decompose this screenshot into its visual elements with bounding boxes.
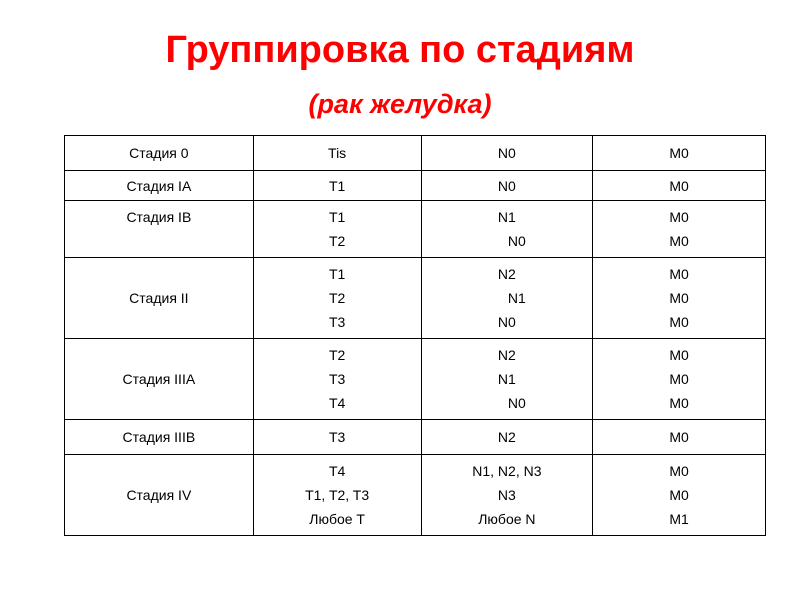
t-value: T1	[328, 266, 346, 282]
t-value: T3	[328, 429, 346, 445]
m-cell	[593, 171, 766, 201]
m-value: M1	[669, 511, 689, 527]
m-value: M0	[669, 266, 689, 282]
n-value: N1	[497, 209, 516, 225]
t-value: T3	[328, 371, 346, 387]
n-value: N1, N2, N3	[472, 463, 542, 479]
n-value: N2	[497, 429, 516, 445]
stage-cell: Стадия II	[65, 258, 254, 339]
m-value: M0	[669, 395, 689, 411]
n-value: N0	[497, 314, 516, 330]
n-cell	[421, 339, 593, 420]
n-value: N0	[497, 145, 516, 161]
n-cell	[421, 455, 593, 536]
t-value: T2	[328, 290, 346, 306]
m-value: M0	[669, 487, 689, 503]
t-value: T1, T2, T3	[305, 487, 370, 503]
n-value: N2	[497, 266, 516, 282]
m-cell	[593, 339, 766, 420]
n-value: Любое N	[478, 511, 536, 527]
page-subtitle: (рак желудка)	[308, 89, 492, 119]
n-cell	[421, 136, 593, 171]
table-row	[65, 201, 766, 258]
n-cell	[421, 171, 593, 201]
n-value: N0	[507, 395, 526, 411]
table-row	[65, 455, 766, 536]
stage-cell: Стадия IB	[65, 201, 254, 258]
stage-cell: Стадия IV	[65, 455, 254, 536]
stage-cell: Стадия IIIB	[65, 420, 254, 455]
t-value: T1	[328, 209, 346, 225]
m-value: M0	[669, 429, 689, 445]
m-cell	[593, 201, 766, 258]
page-title: Группировка по стадиям	[165, 29, 635, 71]
stage-cell: Стадия IIIA	[65, 339, 254, 420]
m-value: M0	[669, 371, 689, 387]
n-value: N1	[497, 371, 516, 387]
stage-cell: Стадия IA	[65, 171, 254, 201]
staging-table	[64, 135, 766, 536]
m-value: M0	[669, 233, 689, 249]
t-value: T4	[328, 395, 346, 411]
m-cell	[593, 455, 766, 536]
m-cell	[593, 420, 766, 455]
t-cell	[253, 420, 421, 455]
m-value: M0	[669, 347, 689, 363]
t-value: Tis	[328, 145, 347, 161]
m-cell	[593, 258, 766, 339]
t-value: Любое T	[309, 511, 365, 527]
t-cell	[253, 201, 421, 258]
n-value: N0	[507, 233, 526, 249]
table-row	[65, 258, 766, 339]
t-cell	[253, 339, 421, 420]
m-value: M0	[669, 463, 689, 479]
n-cell	[421, 258, 593, 339]
m-value: M0	[669, 177, 689, 194]
n-cell	[421, 201, 593, 258]
m-value: M0	[669, 145, 689, 161]
table-row	[65, 171, 766, 201]
t-cell	[253, 258, 421, 339]
t-cell	[253, 455, 421, 536]
t-value: T4	[328, 463, 346, 479]
m-value: M0	[669, 290, 689, 306]
m-value: M0	[669, 314, 689, 330]
n-value: N1	[507, 290, 526, 306]
t-value: T1	[328, 177, 346, 194]
stage-cell: Стадия 0	[65, 136, 254, 171]
n-value: N0	[497, 177, 516, 194]
m-value: M0	[669, 209, 689, 225]
n-value: N3	[497, 487, 516, 503]
t-cell	[253, 136, 421, 171]
t-value: T2	[328, 233, 346, 249]
n-value: N2	[497, 347, 516, 363]
m-cell	[593, 136, 766, 171]
t-value: T2	[328, 347, 346, 363]
t-cell	[253, 171, 421, 201]
table-row	[65, 339, 766, 420]
table-row	[65, 420, 766, 455]
n-cell	[421, 420, 593, 455]
table-row	[65, 136, 766, 171]
t-value: T3	[328, 314, 346, 330]
